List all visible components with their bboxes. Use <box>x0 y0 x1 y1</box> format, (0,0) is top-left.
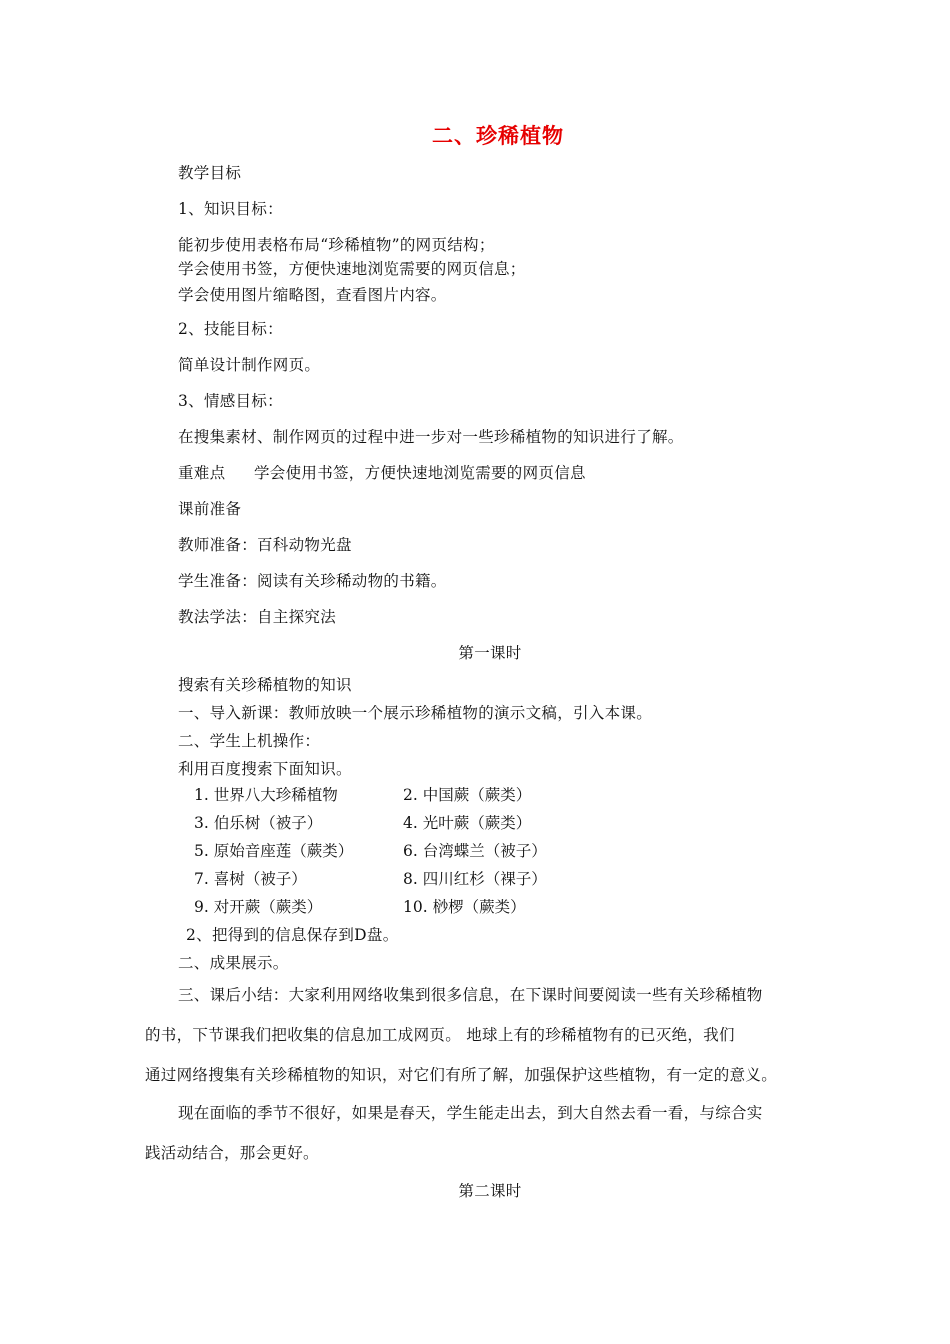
list-item: 8. 四川红杉（裸子） <box>403 870 547 888</box>
practice-step: 二、学生上机操作： <box>178 732 321 750</box>
reflection-line: 现在面临的季节不很好，如果是春天，学生能走出去，到大自然去看一看，与综合实 <box>178 1104 763 1122</box>
prep-heading: 课前准备 <box>178 500 242 518</box>
knowledge-item: 能初步使用表格布局“珍稀植物”的网页结构； <box>178 236 495 254</box>
list-item: 6. 台湾蝶兰（被子） <box>403 842 547 860</box>
intro-step: 一、导入新课：教师放映一个展示珍稀植物的演示文稿，引入本课。 <box>178 704 653 722</box>
knowledge-item: 学会使用书签，方便快速地浏览需要的网页信息； <box>178 260 526 278</box>
summary-line: 通过网络搜集有关珍稀植物的知识，对它们有所了解，加强保护这些植物，有一定的意义。 <box>145 1066 778 1084</box>
list-item: 1. 世界八大珍稀植物 <box>194 786 338 804</box>
search-topic: 搜索有关珍稀植物的知识 <box>178 676 352 694</box>
knowledge-item: 学会使用图片缩略图，查看图片内容。 <box>178 286 447 304</box>
lesson2-heading: 第二课时 <box>458 1182 522 1200</box>
reflection-line: 践活动结合，那会更好。 <box>145 1144 319 1162</box>
list-item: 7. 喜树（被子） <box>194 870 307 888</box>
skill-heading: 2、技能目标： <box>178 320 283 338</box>
skill-item: 简单设计制作网页。 <box>178 356 321 374</box>
emotion-item: 在搜集素材、制作网页的过程中进一步对一些珍稀植物的知识进行了解。 <box>178 428 684 446</box>
objectives-heading: 教学目标 <box>178 164 242 182</box>
search-instruction: 利用百度搜索下面知识。 <box>178 760 352 778</box>
lesson1-heading: 第一课时 <box>458 644 522 662</box>
emotion-heading: 3、情感目标： <box>178 392 283 410</box>
list-item: 3. 伯乐树（被子） <box>194 814 323 832</box>
list-item: 10. 桫椤（蕨类） <box>403 898 526 916</box>
list-item: 2. 中国蕨（蕨类） <box>403 786 532 804</box>
teacher-prep: 教师准备：百科动物光盘 <box>178 536 352 554</box>
page-title: 二、珍稀植物 <box>432 124 564 148</box>
key-point-label: 重难点 <box>178 464 226 482</box>
list-item: 9. 对开蕨（蕨类） <box>194 898 323 916</box>
key-point-text: 学会使用书签，方便快速地浏览需要的网页信息 <box>254 464 586 482</box>
knowledge-heading: 1、知识目标： <box>178 200 283 218</box>
summary-line: 三、课后小结：大家利用网络收集到很多信息，在下课时间要阅读一些有关珍稀植物 <box>178 986 763 1004</box>
summary-line: 的书，下节课我们把收集的信息加工成网页。 地球上有的珍稀植物有的已灭绝，我们 <box>145 1026 735 1044</box>
list-item: 5. 原始音座莲（蕨类） <box>194 842 354 860</box>
teaching-method: 教法学法：自主探究法 <box>178 608 337 626</box>
student-prep: 学生准备：阅读有关珍稀动物的书籍。 <box>178 572 447 590</box>
list-item: 4. 光叶蕨（蕨类） <box>403 814 532 832</box>
show-results: 二、成果展示。 <box>178 954 289 972</box>
save-step: 2、把得到的信息保存到D盘。 <box>186 926 399 944</box>
